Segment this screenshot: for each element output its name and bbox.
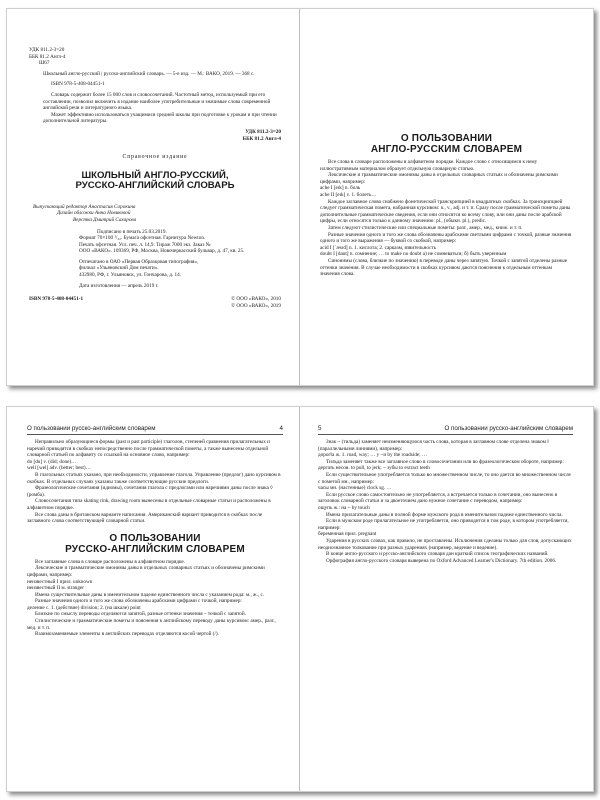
page-number: 4 — [279, 425, 283, 432]
example-2: well [wel] adv. (better; best)… — [27, 465, 91, 472]
para-5: Разные значения одного и того же слова обозначены арабскими светлыми цифрами с точкой, разные значения одного и того же выражения — буквой со скобкой, например: — [320, 231, 572, 245]
example-4: неизвестный II м. stranger — [27, 585, 84, 592]
para-7: Лексические и грамматические омонимы даны в отдельных словарных статьях и обозначены римскими цифрами, например: — [27, 565, 265, 578]
example-3: неизвестный I прил. unknown — [27, 578, 93, 585]
book-title-1: ШКОЛЬНЫЙ АНГЛО-РУССКИЙ, — [81, 169, 229, 181]
copyright-1: © ООО «ВАКО», 2010 — [231, 296, 281, 303]
example-3: часы мн. (настенные) clock sg. … — [318, 485, 392, 492]
signed-date: Подписано в печать 25.03.2019. — [97, 228, 167, 235]
print-info: Печать офсетная. Усл. печ. л. 14,9. Тираж 7000 экз. Заказ № — [79, 241, 211, 248]
intro-page-5 — [300, 407, 593, 791]
isbn-bottom: ISBN 978-5-408-04451-1 — [29, 296, 84, 303]
para-1: Знак ~ (тильда) заменяет неизменяющуюся часть слова, которая в заглавном слове отделена знаком ‖ (параллельными линиями), например: — [318, 439, 549, 452]
para-2: Тильда заменяет также все заглавное слово в словосочетании или во фразеологическом обороте, например: — [326, 458, 564, 465]
spread-bottom — [6, 406, 594, 792]
example-2: дергать несов. to pull, to jerk; ~ зубы to extract teeth — [318, 465, 430, 472]
isbn-top: ISBN 978-5-408-04451-1 — [51, 81, 105, 88]
intro-page-4 — [7, 407, 300, 791]
para-6: Если в мужском роде прилагательное не употребляется, оно приводится в том роде, в котором употребляется, например: — [318, 518, 569, 531]
example-3: acid I [ˈæsɪd] n. 1. кислота; 2. сарказм, язвительность — [320, 244, 437, 251]
running-head-left — [27, 425, 283, 435]
format: Формат 70×100 ¹/₃₂. Бумага офсетная. Гарнитура Newton. — [79, 235, 206, 242]
page-number: 5 — [318, 425, 322, 432]
para-5: Все слова даны в британском варианте написания. Американский вариант приводится в скобках после заглавного слова соответствующей словарной статьи. — [27, 511, 263, 525]
example-2: ache II [eɪk] v. 1. болеть… — [320, 191, 377, 198]
printed-1: Отпечатано в ОАО «Первая Образцовая типография», — [79, 258, 199, 265]
para-3: Фразеологические сочетания (идиомы), сочетания глагола с предлогами или наречиями даны после знака ◊ (ромба). — [27, 485, 273, 498]
section-heading-2: АНГЛО-РУССКИМ СЛОВАРЕМ — [370, 144, 523, 155]
bbk: ББК 81.2 Англ-4 — [29, 53, 66, 60]
udk-2: УДК 811.2-3=20 — [245, 128, 281, 135]
production-date: Дата изготовления — апрель 2019 г. — [79, 282, 159, 289]
para-4: Если русское слово самостоятельно не употребляется, а встречается только в сочетании, оно вынесено в заголовок словарной статьи и за двоеточием дано нужное сочетание с переводом, например: — [318, 491, 558, 505]
spread-top — [6, 8, 594, 386]
example-1: do [du] v. (did; done)… — [27, 458, 77, 465]
printed-3: 432980, РФ, г. Ульяновск, ул. Гончарова, д. 14. — [79, 272, 181, 279]
para-3: Если существительное употребляется только во множественном числе, то оно дается во множественном числе с пометой мн., например: — [318, 471, 571, 485]
abstract-2: Может эффективно использоваться учащимися средней школы при подготовке к урокам и при чтении дополнительной литературы. — [43, 111, 277, 125]
cover-credit: Дизайн обложки Анна Новиковой — [57, 210, 131, 217]
para-1: Неправильно образующиеся формы (past и past participle) глаголов, степеней сравнения прилагательных и наречий приводятся в скобках непосредственно после грамматической пометы, а также вынесены отдельной словарной статьей по алфавиту со ссылкой на основное слово, например: — [27, 439, 270, 459]
book-title-2: РУССКО-АНГЛИЙСКИЙ СЛОВАРЬ — [75, 180, 235, 192]
para-6: Все заглавные слова в словаре расположены в алфавитном порядке. — [35, 558, 186, 565]
running-head-text: О пользовании русско-английским словарем — [27, 425, 156, 432]
section-heading-1: О ПОЛЬЗОВАНИИ — [400, 133, 493, 144]
layout-credit: Верстка Дмитрий Сахарова — [73, 216, 137, 223]
para-6: Синонимы (слова, близкие по значению) в переводе даны через запятую. Точкой с запятой отделены разные оттенки значения. В случае необходимости в скобках курсивом даются пояснения к отдельным оттенкам значения слова. — [320, 257, 568, 278]
example-1: ache I [eɪk] n. боль — [320, 185, 361, 192]
para-4: Затем следуют стилистические или специальные пометы: разг., амер., мед., книж. и т. п. — [328, 224, 523, 231]
title-entry: Школьный англо-русский | русско-английский словарь. — 5-е изд. — М.: ВАКО, 2019. — 368 с. — [43, 70, 255, 77]
udk: УДК 811.2-3=20 — [29, 47, 65, 53]
para-1: Все слова в словаре расположены в алфавитном порядке. Каждое слово с относящимся к нему иллюстративным материалом образует отдельную словарную статью. — [320, 159, 538, 172]
section-heading-2: РУССКО-АНГЛИЙСКИМ СЛОВАРЕМ — [65, 543, 245, 555]
example-4: ощупь ж.: на ~ by touch — [318, 504, 370, 511]
para-9: Орфография англо-русского словаря выверена по Oxford Advanced Learner's Dictionary. 7th edition. 2006. — [326, 557, 557, 564]
example-5: беременная прил. pregnant — [318, 531, 377, 538]
bbk-2: ББК 81.2 Англ-4 — [242, 135, 281, 142]
para-4: Словосочетания типа skating rink, drawing room вынесены в отдельные словарные статьи и расположены в алфавитном порядке. — [27, 498, 271, 511]
editor-credit: Выпускающий редактор Анастасия Сорокина — [33, 203, 136, 210]
para-7: Ударения в русских словах, как правило, не проставлены. Исключения сделаны только для слов, допускающих неоднозначное толкование при разных ударениях (например, ведение и ведение). — [318, 537, 572, 551]
edition-type: Справочное издание — [122, 154, 188, 161]
para-11: Стилистические и грамматические пометы и пояснения к английскому переводу даны курсивом: амер., разг., мед. и т. п. — [27, 618, 276, 631]
example-4: doubt I [daut] n. сомнение; … to make no doubt a) не сомневаться; б) быть уверенным — [320, 251, 507, 258]
para-12: Взаимозаменяемые элементы в английских переводах отделяются косой чертой (/). — [35, 631, 219, 638]
example-5: деление с. 1. (действие) division; 2. (на шкале) point — [27, 604, 141, 611]
running-head-text: О пользовании русско-английским словарем — [444, 425, 573, 432]
para-2: В глагольных статьях указано, при необходимости, управление глагола. Управление (предлог) дано курсивом в скобках. В отдельных случаях указаны также соответствующие русские предлоги. — [27, 471, 281, 485]
abstract: Словарь содержит более 15 000 слов и словосочетаний. Частотный метод, используемый при его составлении, позволил включить в издание наиболее употребительные и значимые слова современной английской речи и литературного языка. — [43, 91, 271, 112]
printed-2: филиал «Ульяновский Дом печати». — [79, 265, 159, 272]
imprint-page — [7, 9, 300, 385]
para-2: Лексические и грамматические омонимы даны в отдельных словарных статьях и обозначены римскими цифрами, например: — [320, 172, 558, 185]
para-8: Имена существительные даны в именительном падеже единственного числа с указанием рода: м., ж., с. — [35, 591, 265, 598]
section-heading-1: О ПОЛЬЗОВАНИИ — [109, 532, 201, 544]
para-10: Близкие по смыслу переводы отделяются запятой, разные оттенки значения – точкой с запятой. — [35, 611, 246, 618]
para-5: Имена прилагательные даны в полной форме мужского рода в именительном падеже единственного числа. — [326, 511, 563, 518]
book-code: Ш67 — [39, 60, 50, 67]
publisher-address: ООО «ВАКО». 109369, РФ, Москва, Новочеркасский бульвар, д. 47, кв. 25. — [79, 248, 245, 255]
running-head-right — [318, 425, 573, 435]
example-1: дорог‖а ж. 1. road, way; … у ~и by the roadside; … — [318, 452, 428, 459]
para-9: Разные значения одного и того же слова обозначены арабскими цифрами с точкой, например: — [35, 598, 242, 605]
copyright-2: © ООО «ВАКО», 2019 — [231, 302, 281, 309]
para-3: Каждое заглавное слово снабжено фонетической транскрипцией в квадратных скобках. За транскрипцией следует грамматическая помета, набранная курсивом: n., v., adj. и т. п. Сразу после грамматической пометы даны дополнительные грамматические сведения, если они относятся ко всему слову, или они даны после арабской цифры, если относятся только к данному значению: pl., (обыкн. pl.), predic. — [320, 198, 571, 225]
intro-page-1 — [300, 9, 593, 385]
para-8: В конце англо-русского и русско-английского словаря дан краткий список географических названий. — [326, 551, 549, 558]
